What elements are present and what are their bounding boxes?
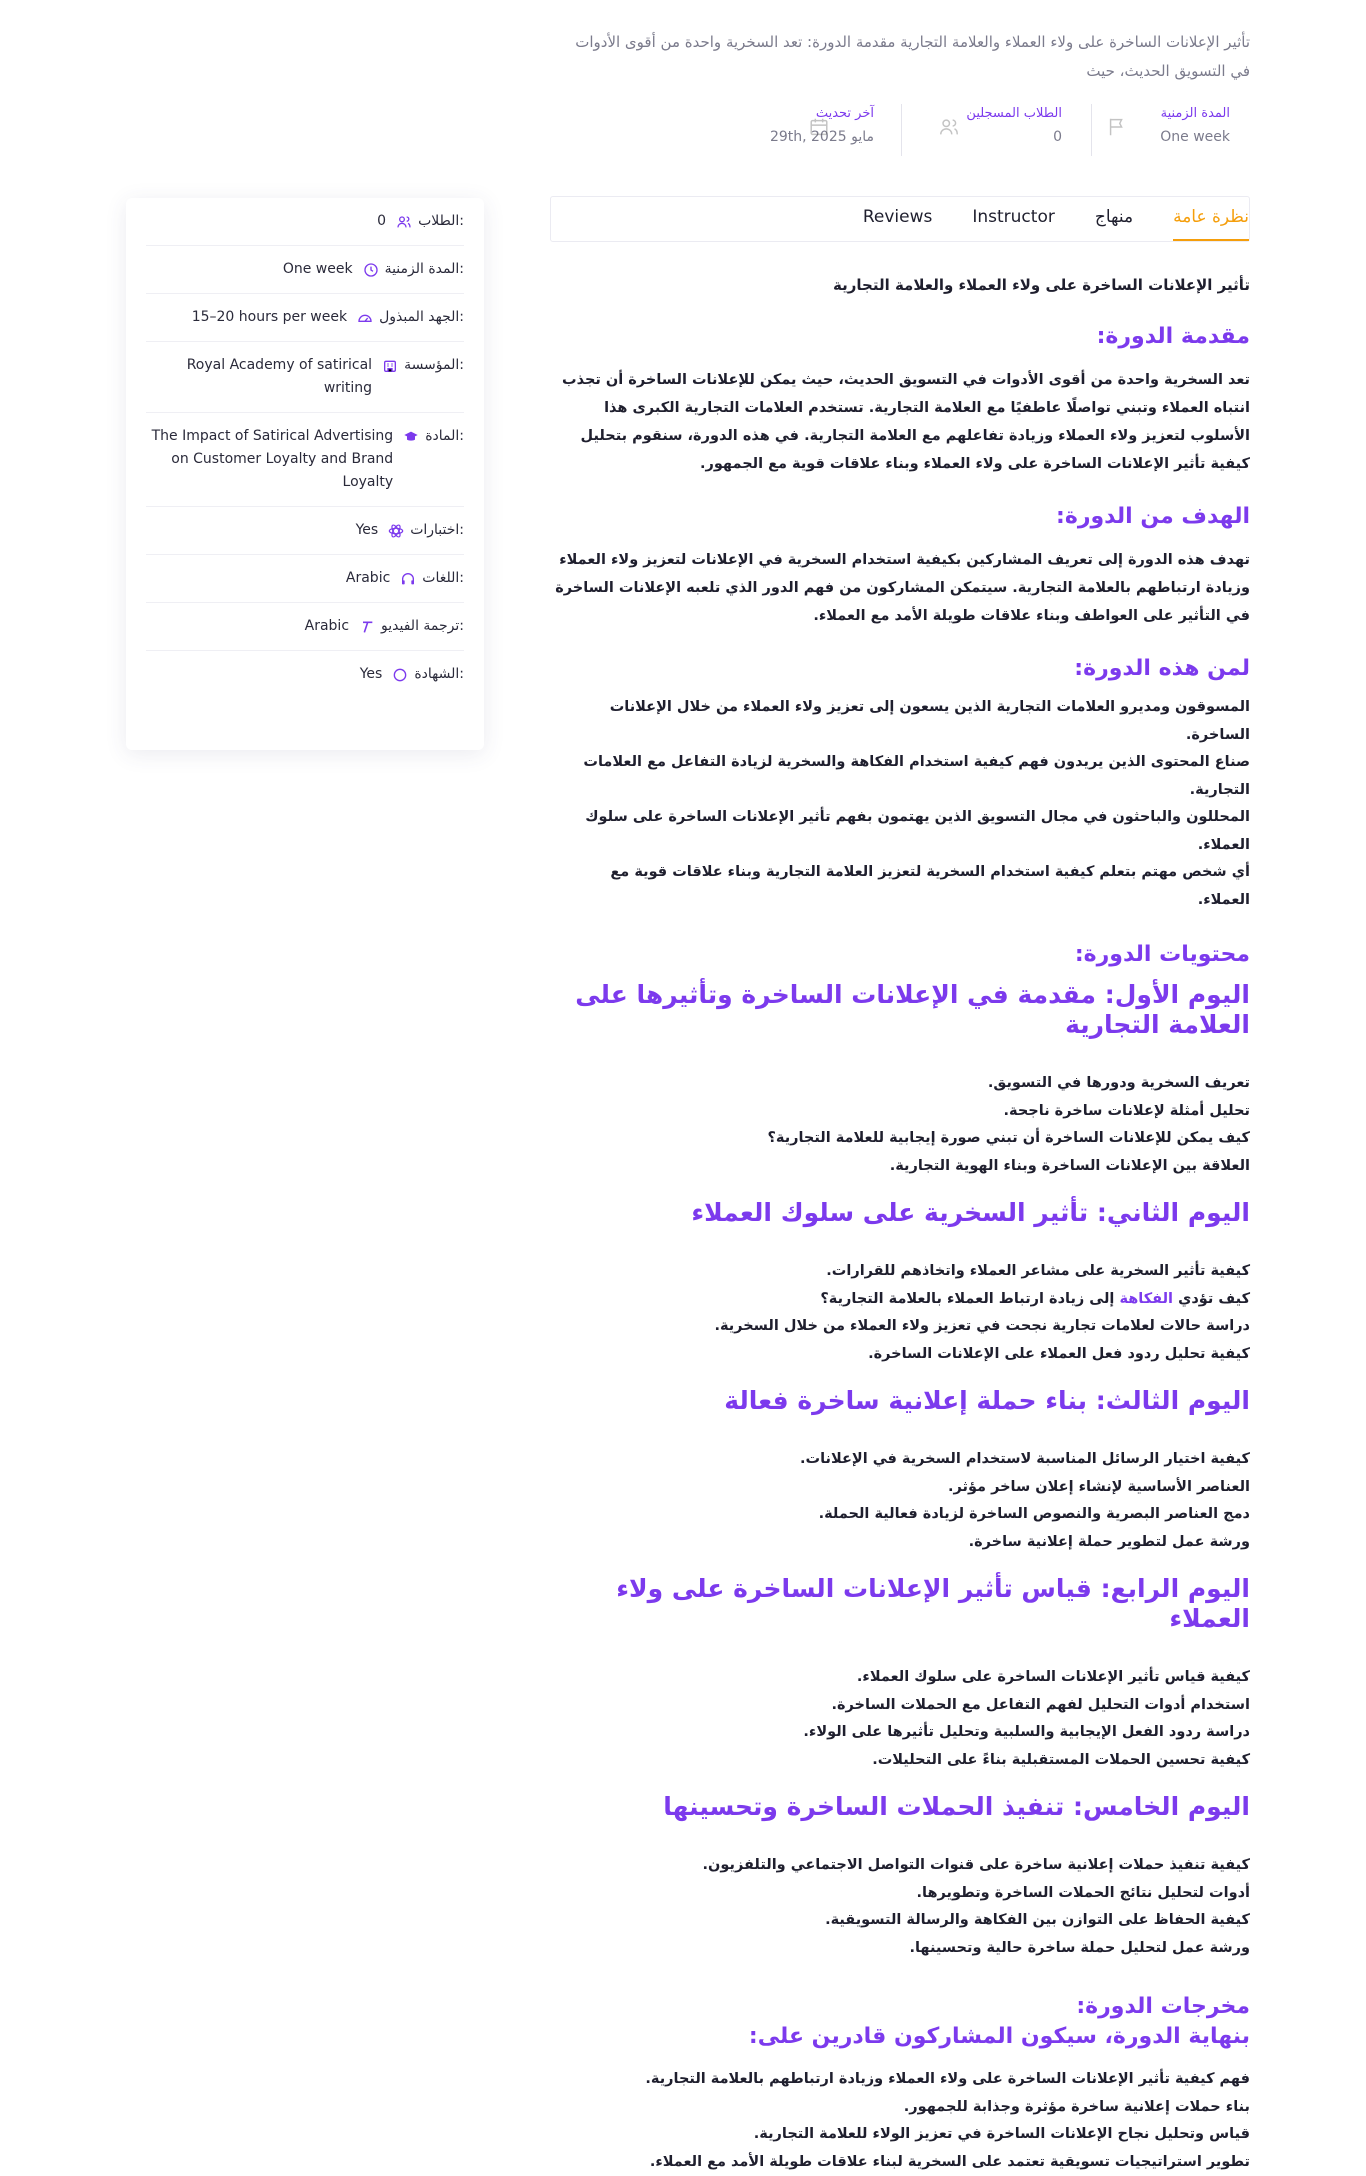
atom-icon: [388, 523, 404, 539]
list-item: كيفية تحسين الحملات المستقبلية بناءً على التحليلات.: [555, 1747, 1250, 1775]
info-row-effort: [146, 294, 464, 342]
meta-divider: [901, 104, 902, 156]
section-heading: محتويات الدورة:: [555, 940, 1250, 970]
meta-students-value: 0: [942, 124, 1062, 150]
meta-students-label: الطلاب المسجلين: [942, 104, 1062, 124]
list-item: دراسة ردود الفعل الإيجابية والسلبية وتحليل تأثيرها على الولاء.: [555, 1719, 1250, 1747]
list-item: استخدام أدوات التحليل لفهم التفاعل مع الحملات الساخرة.: [555, 1692, 1250, 1720]
list-item: تطوير استراتيجيات تسويقية تعتمد على السخرية لبناء علاقات طويلة الأمد مع العملاء.: [555, 2149, 1250, 2176]
meta-divider: [1091, 104, 1092, 156]
info-label: [403, 425, 464, 448]
info-value: 0: [146, 210, 386, 233]
list-item: دمج العناصر البصرية والنصوص الساخرة لزيادة فعالية الحملة.: [555, 1501, 1250, 1529]
info-value: Yes: [146, 519, 378, 542]
description-title: تأثير الإعلانات الساخرة على ولاء العملاء والعلامة التجارية: [555, 272, 1250, 298]
info-row-quizzes: [146, 507, 464, 555]
tab-instructor[interactable]: Instructor: [972, 207, 1054, 241]
info-row-students: [146, 198, 464, 246]
list-item: قياس وتحليل نجاح الإعلانات الساخرة في تعزيز الولاء للعلامة التجارية.: [555, 2121, 1250, 2149]
course-info-card: [126, 198, 484, 750]
text-icon: [359, 619, 375, 635]
info-label: [382, 354, 464, 377]
meta-updated: [744, 104, 874, 156]
clock-icon: [363, 262, 379, 278]
meta-students: [942, 104, 1062, 156]
info-label: [357, 306, 464, 329]
tab-curriculum[interactable]: منهاج: [1095, 207, 1133, 241]
list-item-text: إلى زيادة ارتباط العملاء بالعلامة التجارية؟: [820, 1291, 1119, 1307]
list-item: ورشة عمل لتحليل حملة ساخرة حالية وتحسينها.: [555, 1935, 1250, 1963]
gauge-icon: [357, 310, 373, 326]
info-row-certificate: [146, 651, 464, 698]
section-heading: الهدف من الدورة:: [555, 502, 1250, 532]
graduation-cap-icon: [403, 429, 419, 445]
audience-list: [555, 694, 1250, 914]
list-item: ورشة عمل لتطوير حملة إعلانية ساخرة.: [555, 1529, 1250, 1557]
section-heading: مخرجات الدورة:: [555, 1992, 1250, 2022]
info-label-text: الشهادة:: [414, 663, 464, 686]
list-item: أدوات لتحليل نتائج الحملات الساخرة وتطويرها.: [555, 1880, 1250, 1908]
info-value: The Impact of Satirical Advertising on Customer Loyalty and Brand Loyalty: [146, 425, 393, 494]
list-item: صناع المحتوى الذين يريدون فهم كيفية استخدام الفكاهة والسخرية لزيادة التفاعل مع العلامات التجارية.: [555, 749, 1250, 804]
list-item: كيفية تنفيذ حملات إعلانية ساخرة على قنوات التواصل الاجتماعي والتلفزيون.: [555, 1852, 1250, 1880]
list-item: كيف يمكن للإعلانات الساخرة أن تبني صورة إيجابية للعلامة التجارية؟: [555, 1125, 1250, 1153]
meta-updated-value: مايو 29th, 2025: [744, 124, 874, 150]
list-item: بناء حملات إعلانية ساخرة مؤثرة وجذابة للجمهور.: [555, 2094, 1250, 2122]
info-label-text: الطلاب:: [418, 210, 464, 233]
list-item: تحليل أمثلة لإعلانات ساخرة ناجحة.: [555, 1098, 1250, 1126]
info-label-text: الجهد المبذول:: [379, 306, 464, 329]
course-meta: [740, 104, 1250, 156]
outcomes-list: [555, 2066, 1250, 2176]
day-list: [555, 1852, 1250, 1962]
list-item: كيفية تأثير السخرية على مشاعر العملاء واتخاذهم للقرارات.: [555, 1258, 1250, 1286]
list-item: كيفية قياس تأثير الإعلانات الساخرة على سلوك العملاء.: [555, 1664, 1250, 1692]
section-heading: لمن هذه الدورة:: [555, 654, 1250, 684]
info-row-subject: [146, 413, 464, 507]
users-icon: [396, 214, 412, 230]
course-description: [555, 272, 1250, 2176]
info-label: [359, 615, 464, 638]
list-item: دراسة حالات لعلامات تجارية نجحت في تعزيز ولاء العملاء من خلال السخرية.: [555, 1313, 1250, 1341]
day-list: [555, 1446, 1250, 1556]
info-value: One week: [146, 258, 353, 281]
section-paragraph: تعد السخرية واحدة من أقوى الأدوات في التسويق الحديث، حيث يمكن للإعلانات الساخرة أن تجذب انتباه العملاء وتبني تواصلًا عاطفيًا مع العلامة التجارية. تستخدم العلامات التجارية الكبرى هذا الأسلوب لتعزيز ولاء العملاء وزيادة تفاعلهم مع العلامة التجارية. في هذه الدورة، سنقوم بتحليل كيفية تأثير الإعلانات الساخرة على ولاء العملاء وبناء علاقات قوية مع الجمهور.: [555, 366, 1250, 478]
day-list: [555, 1070, 1250, 1180]
list-item: فهم كيفية تأثير الإعلانات الساخرة على ولاء العملاء وزيادة ارتباطهم بالعلامة التجارية.: [555, 2066, 1250, 2094]
list-item: العناصر الأساسية لإنشاء إعلان ساخر مؤثر.: [555, 1474, 1250, 1502]
day-list: [555, 1258, 1250, 1368]
info-label-text: المادة:: [425, 425, 464, 448]
list-item: أي شخص مهتم بتعلم كيفية استخدام السخرية لتعزيز العلامة التجارية وبناء علاقات قوية مع العملاء.: [555, 859, 1250, 914]
certificate-icon: [392, 667, 408, 683]
day-heading: اليوم الثاني: تأثير السخرية على سلوك العملاء: [555, 1198, 1250, 1228]
list-item: العلاقة بين الإعلانات الساخرة وبناء الهوية التجارية.: [555, 1153, 1250, 1181]
list-item: المسوقون ومديرو العلامات التجارية الذين يسعون إلى تعزيز ولاء العملاء من خلال الإعلانات الساخرة.: [555, 694, 1250, 749]
info-label-text: المدة الزمنية:: [385, 258, 464, 281]
list-item: كيفية الحفاظ على التوازن بين الفكاهة والرسالة التسويقية.: [555, 1907, 1250, 1935]
info-label: [392, 663, 464, 686]
info-value: Yes: [146, 663, 382, 686]
meta-duration: [1110, 104, 1230, 156]
course-tabs: [550, 196, 1250, 242]
tab-reviews[interactable]: Reviews: [863, 207, 933, 241]
tab-overview[interactable]: نظرة عامة: [1173, 207, 1249, 241]
building-icon: [382, 358, 398, 374]
list-item: المحللون والباحثون في مجال التسويق الذين يهتمون بفهم تأثير الإعلانات الساخرة على سلوك العملاء.: [555, 804, 1250, 859]
flag-icon: [1106, 116, 1128, 138]
day-heading: اليوم الثالث: بناء حملة إعلانية ساخرة فعالة: [555, 1386, 1250, 1416]
list-item: كيفية تحليل ردود فعل العملاء على الإعلانات الساخرة.: [555, 1341, 1250, 1369]
meta-duration-label: المدة الزمنية: [1110, 104, 1230, 124]
section-subheading: بنهاية الدورة، سيكون المشاركون قادرين على:: [555, 2022, 1250, 2052]
list-item: تعريف السخرية ودورها في التسويق.: [555, 1070, 1250, 1098]
course-excerpt: تأثير الإعلانات الساخرة على ولاء العملاء والعلامة التجارية مقدمة الدورة: تعد السخرية واحدة من أقوى الأدوات في التسويق الحديث، حيث: [560, 28, 1250, 86]
info-label: [396, 210, 464, 233]
day-heading: اليوم الأول: مقدمة في الإعلانات الساخرة وتأثيرها على العلامة التجارية: [555, 980, 1250, 1040]
info-row-duration: [146, 246, 464, 294]
calendar-icon: [808, 116, 830, 138]
info-label-text: المؤسسة:: [404, 354, 464, 377]
meta-updated-label: آخر تحديث: [744, 104, 874, 124]
info-row-subtitles: [146, 603, 464, 651]
info-label: [400, 567, 464, 590]
day-heading: اليوم الرابع: قياس تأثير الإعلانات الساخرة على ولاء العملاء: [555, 1574, 1250, 1634]
day-list: [555, 1664, 1250, 1774]
list-item: [555, 1286, 1250, 1314]
info-value: Royal Academy of satirical writing: [146, 354, 372, 400]
users-icon: [938, 116, 960, 138]
list-item: كيفية اختيار الرسائل المناسبة لاستخدام السخرية في الإعلانات.: [555, 1446, 1250, 1474]
info-value: 15–20 hours per week: [146, 306, 347, 329]
day-heading: اليوم الخامس: تنفيذ الحملات الساخرة وتحسينها: [555, 1792, 1250, 1822]
list-item-text: كيف تؤدي: [1173, 1291, 1250, 1307]
info-value: Arabic: [146, 567, 390, 590]
section-paragraph: تهدف هذه الدورة إلى تعريف المشاركين بكيفية استخدام السخرية في الإعلانات لتعزيز ولاء العملاء وزيادة ارتباطهم بالعلامة التجارية. سيتمكن المشاركون من فهم الدور الذي تلعبه الإعلانات الساخرة في التأثير على العواطف وبناء علاقات طويلة الأمد مع العملاء.: [555, 546, 1250, 630]
headphones-icon: [400, 571, 416, 587]
meta-duration-value: One week: [1110, 124, 1230, 150]
humor-link[interactable]: الفكاهة: [1119, 1291, 1173, 1307]
info-row-languages: [146, 555, 464, 603]
info-label-text: اللغات:: [422, 567, 464, 590]
info-value: Arabic: [146, 615, 349, 638]
info-label: [363, 258, 464, 281]
info-label: [388, 519, 464, 542]
section-heading: مقدمة الدورة:: [555, 322, 1250, 352]
info-row-institution: [146, 342, 464, 413]
info-label-text: ترجمة الفيديو:: [381, 615, 464, 638]
info-label-text: اختبارات:: [410, 519, 464, 542]
